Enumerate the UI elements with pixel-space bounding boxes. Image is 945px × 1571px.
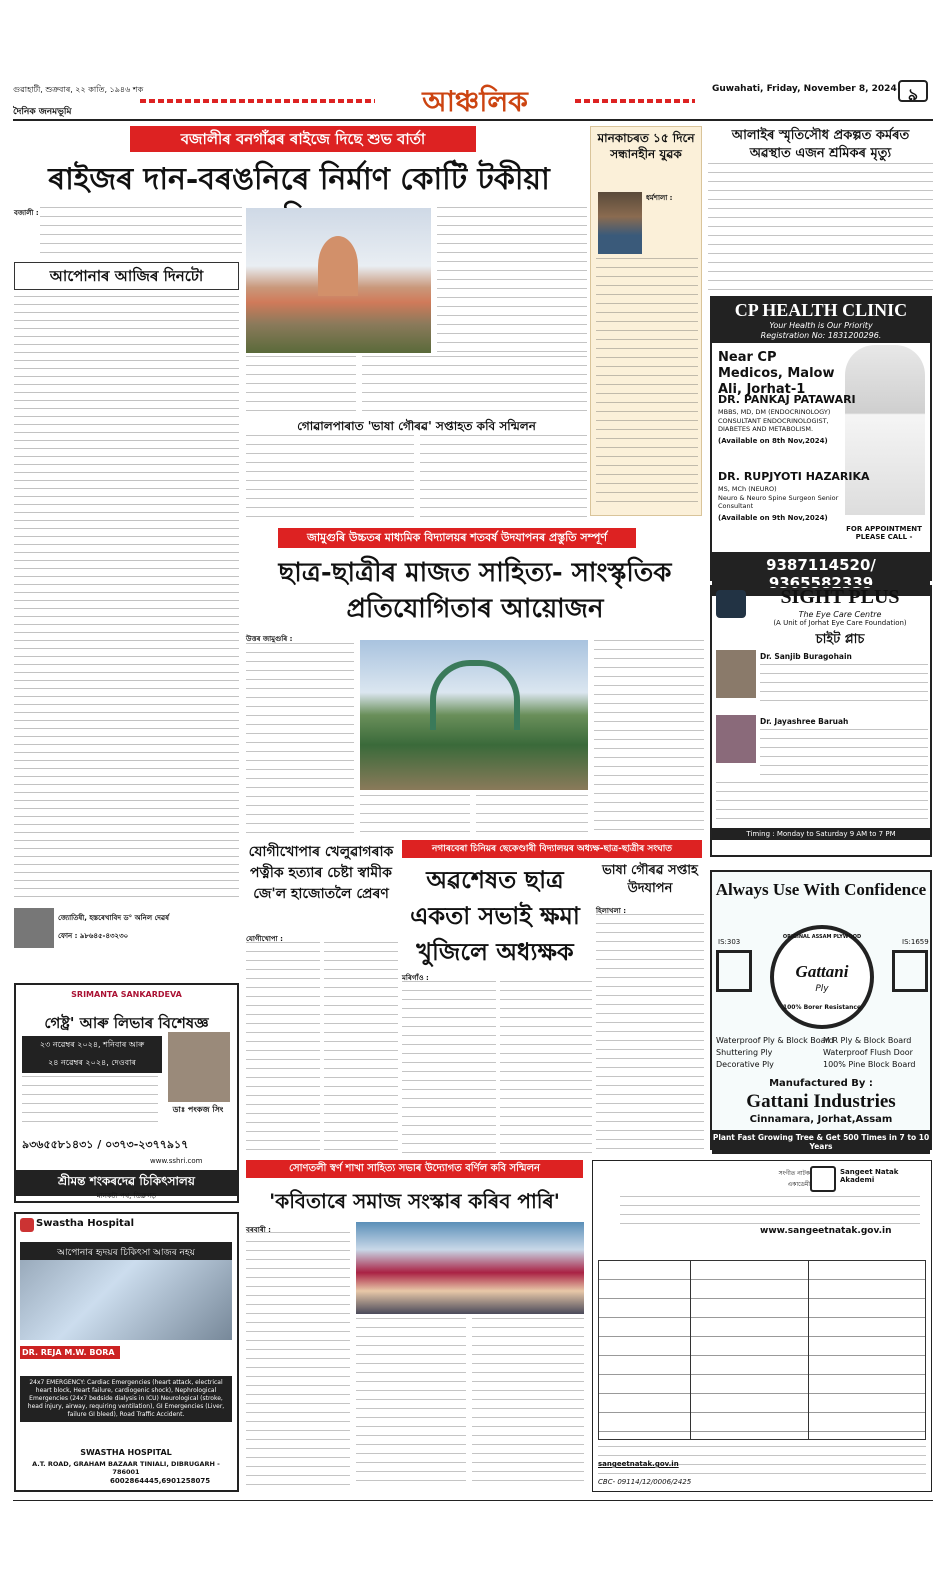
- school-headline-1: ছাত্ৰ-ছাত্ৰীৰ মাজত সাহিত্য- সাংস্কৃতিক: [278, 558, 672, 588]
- jail-body-2: [324, 942, 398, 1154]
- bhasha-dateline: হিলাখলা :: [596, 907, 627, 915]
- school-body-3: [476, 795, 588, 835]
- cp-doc2-date: (Available on 9th Nov,2024): [718, 514, 828, 522]
- header-rule: [13, 119, 933, 121]
- sightplus-services: [716, 782, 928, 824]
- bhasha-body: [596, 914, 704, 1154]
- lead-caption-body-2: [420, 435, 587, 525]
- sankardeva-footer: শ্ৰীমন্ত শংকৰদেৱ চিকিৎসালয়: [14, 1170, 239, 1196]
- gattani-left-1: Waterproof Ply & Block Board: [716, 1036, 834, 1045]
- lead-dateline: বজালী :: [14, 209, 39, 217]
- cp-doc1-name: DR. PANKAJ PATAWARI: [718, 393, 856, 406]
- school-headline-2: প্ৰতিযোগিতাৰ আয়োজন: [346, 594, 604, 624]
- sightplus-doc1-photo: [716, 650, 756, 698]
- school-dateline: উত্তৰ জামুগুৰি :: [246, 635, 293, 643]
- nagarbera-kicker: নগাৰবেৰা চিনিয়ৰ ছেকেণ্ডাৰী বিদ্যালয়ৰ অধ্যক্ষ-ছাত্ৰ-ছাত্ৰীৰ সংঘাত: [402, 840, 702, 858]
- sankardeva-details: [22, 1076, 158, 1128]
- gattani-is2: IS:1659: [902, 938, 929, 946]
- jail-dateline: যোগীখোপা :: [246, 935, 283, 943]
- lead-caption: গোৱালপাৰাত 'ভাষা গৌৰৱ' সপ্তাহত কবি সন্মিলন: [297, 419, 536, 433]
- missing-body: [596, 258, 698, 510]
- gattani-company: Gattani Industries: [746, 1091, 896, 1112]
- masthead-deco-left: [140, 99, 375, 103]
- swastha-doctor: DR. REJA M.W. BORA: [20, 1346, 120, 1359]
- lead-temple-photo: [246, 208, 431, 353]
- gattani-left-2: Shuttering Ply: [716, 1048, 773, 1057]
- sightplus-sub2: (A Unit of Jorhat Eye Care Foundation): [773, 619, 907, 627]
- jail-body-1: [246, 942, 320, 1154]
- sightplus-bengali: চাইট প্লাচ: [815, 632, 865, 647]
- cp-phones: 9387114520/ 9365582339: [712, 552, 930, 596]
- jail-headline: যোগীখোপাৰ খেলুৱাগৰাক পত্নীক হত্যাৰ চেষ্টা স্বামীক জে'ল হাজোতলৈ প্ৰেৰণ: [248, 844, 394, 902]
- lead-body-left: [40, 207, 242, 257]
- school-body-2: [360, 795, 470, 835]
- nagarbera-dateline: মৰিগাঁও :: [402, 974, 429, 982]
- poetry-body-1: [246, 1232, 350, 1487]
- sangeet-footer-url: sangeetnatak.gov.in: [598, 1460, 679, 1468]
- astrologer-name: জ্যোতিষী, হস্তৰেখাবিদ ড° অনিল দেৱৰ্ষ: [58, 914, 169, 922]
- school-gate-arch-icon: [430, 660, 520, 730]
- lead-headline: ৰাইজৰ দান-বৰঙনিৰে নিৰ্মাণ কোটি টকীয়া: [48, 162, 550, 197]
- gattani-right-3: 100% Pine Block Board: [823, 1060, 916, 1069]
- sangeet-table-col2: [808, 1260, 809, 1440]
- cp-clinic-tagline1: Your Health is Our Priority: [769, 321, 873, 330]
- header-left-date: গুৱাহাটী, শুক্ৰবাৰ, ২২ কাতি, ১৯৪৬ শক: [13, 85, 144, 94]
- missing-photo: [598, 192, 642, 254]
- sightplus-sub: The Eye Care Centre: [798, 610, 882, 619]
- sightplus-doc2-details: [760, 729, 928, 777]
- masthead-logo: আঞ্চলিক: [422, 85, 528, 118]
- cp-doctor-illustration: [845, 345, 925, 515]
- gattani-brand: Gattani: [795, 962, 849, 981]
- poetry-dateline: বৰবাৰী :: [246, 1226, 271, 1234]
- swastha-footer: SWASTHA HOSPITAL: [80, 1448, 172, 1457]
- memorial-title: আলাইৰ স্মৃতিসৌধ প্ৰকল্পত কৰ্মৰত: [731, 128, 910, 143]
- isi-mark-left-icon: [716, 950, 752, 992]
- page-number: ৯: [898, 80, 928, 102]
- sangeet-header-lines: [620, 1196, 920, 1224]
- poetry-body-3: [472, 1318, 584, 1488]
- school-body-4: [594, 640, 704, 835]
- sightplus-name: SIGHT PLUS: [780, 586, 900, 608]
- memorial-body: [708, 163, 933, 290]
- swastha-banner: আপোনাৰ হৃদয়ৰ চিকিৎসা আজৰ নহয়: [20, 1242, 232, 1263]
- sangeet-org: Sangeet Natak Akademi: [840, 1168, 899, 1184]
- isi-mark-right-icon: [892, 950, 928, 992]
- lead-caption-body-1: [246, 435, 414, 525]
- sankardeva-doctor-photo: [168, 1032, 230, 1102]
- sangeet-org-as: সংগীত নাটক একাডেমী: [778, 1170, 810, 1188]
- sightplus-timing: Timing : Monday to Saturday 9 AM to 7 PM: [712, 828, 930, 840]
- sankardeva-phones: ৯৩৬৫৫৮১৪৩১ / ০৩৭৩-২৩৭৭৯১৭: [22, 1138, 189, 1151]
- sankardeva-title: গেষ্ট্ৰ' আৰু লিভাৰ বিশেষজ্ঞ: [44, 1014, 209, 1032]
- sankardeva-date2: ২৪ নৱেম্বৰ ২০২৪, দেওবাৰ: [22, 1054, 162, 1073]
- sightplus-doc2: Dr. Jayashree Baruah: [760, 717, 849, 726]
- swastha-address: A.T. ROAD, GRAHAM BAZAAR TINIALI, DIBRUGARH - 786001: [32, 1460, 220, 1476]
- swastha-emergency: 24x7 EMERGENCY: Cardiac Emergencies (heart attack, electrical heart block, Heart failure, cardiogenic shock), Nephrological Emergencies (24x7 bedside dialysis in ICU) Neurological (stroke, head injury, airway, requiring ventilation), GI Emergencies (Liver, failure GI bleed), Road Traffic Accident.: [20, 1376, 232, 1422]
- lead-body-bottom-2: [362, 356, 587, 416]
- school-gate-photo: [360, 640, 588, 790]
- poetry-kicker: সোণতলী স্বৰ্ণ শাখা সাহিত্য সভাৰ উদ্যোগত বৰ্ণিল কবি সন্মিলন: [246, 1160, 583, 1178]
- cp-clinic-tagline2: Registration No: 1831200296.: [760, 331, 882, 340]
- gattani-tagline: Always Use With Confidence: [715, 880, 927, 899]
- gattani-ply: Ply: [815, 984, 829, 994]
- poetry-body-2: [356, 1318, 466, 1488]
- lead-body-right: [437, 207, 587, 353]
- header-left-brand: দৈনিক জনমভূমি: [13, 107, 72, 117]
- memorial-subtitle: অৱস্থাত এজন শ্ৰমিকৰ মৃত্যু: [749, 146, 892, 161]
- poetry-photo: [356, 1222, 584, 1314]
- footer-rule: [13, 1500, 933, 1501]
- sightplus-doc1-details: [760, 664, 928, 706]
- cp-appointment: FOR APPOINTMENT PLEASE CALL -: [846, 525, 922, 541]
- sangeet-table-col1: [690, 1260, 691, 1440]
- gattani-mfg: Manufactured By :: [769, 1078, 873, 1089]
- swastha-name: Swastha Hospital: [36, 1218, 135, 1229]
- gattani-ring: ORIGINAL ASSAM PLYWOOD: [782, 934, 862, 940]
- masthead-deco-right: [575, 99, 695, 103]
- sightplus-doc2-photo: [716, 715, 756, 763]
- school-kicker: জামুগুৰি উচ্চতৰ মাধ্যমিক বিদ্যালয়ৰ শতবৰ্ষ উদযাপনৰ প্ৰস্তুতি সম্পূৰ্ণ: [278, 528, 636, 548]
- sankardeva-website: www.sshri.com: [150, 1157, 203, 1165]
- swastha-phones: 6002864445,6901258075: [110, 1477, 211, 1485]
- gattani-right-2: Waterproof Flush Door: [823, 1048, 913, 1057]
- cp-clinic-address: Near CP Medicos, Malow Ali, Jorhat-1: [718, 350, 835, 397]
- lead-body-bottom-1: [246, 356, 356, 416]
- astrologer-phone: ফোন : ৯৮৬৪৫-৪৩২৩০: [58, 932, 129, 940]
- gattani-is1: IS:303: [718, 938, 741, 946]
- school-body-1: [246, 643, 354, 835]
- missing-title: মানকাচৰত ১৫ দিনে সন্ধানহীন যুৱক: [597, 131, 695, 161]
- temple-dome-icon: [318, 236, 358, 296]
- astrologer-photo: [14, 908, 54, 948]
- sangeet-table: [598, 1260, 926, 1440]
- sightplus-doc1: Dr. Sanjib Buragohain: [760, 652, 852, 661]
- bhasha-headline: ভাষা গৌৰৱ সপ্তাহ উদযাপন: [602, 863, 698, 896]
- horoscope-body: [14, 296, 239, 901]
- gattani-bottom: Plant Fast Growing Tree & Get 500 Times in 7 to 10 Years: [712, 1130, 930, 1154]
- nagarbera-headline: অৱশেষত ছাত্ৰ একতা সভাই ক্ষমা খুজিলে অধ্যক্ষক: [410, 865, 580, 966]
- sightplus-logo-icon: [716, 590, 746, 618]
- swastha-cathlab-photo: [20, 1260, 232, 1340]
- cp-doc2-deg: MS, MCh (NEURO): [718, 485, 777, 493]
- gattani-right-1: M R Ply & Block Board: [823, 1036, 912, 1045]
- sankardeva-date1: ২৩ নৱেম্বৰ ২০২৪, শনিবাৰ আৰু: [22, 1036, 162, 1055]
- gattani-address: Cinnamara, Jorhat,Assam: [749, 1114, 893, 1125]
- swastha-logo-icon: [20, 1218, 34, 1232]
- gattani-seal-text: 100% Borer Resistance: [782, 1004, 862, 1011]
- nagarbera-body-1: [402, 981, 496, 1153]
- sankardeva-doctor: ডাঃ পংকজ সিং: [172, 1105, 224, 1114]
- cp-doc2-role: Neuro & Neuro Spine Surgeon Senior Consultant: [718, 494, 839, 510]
- sangeet-logo-icon: [810, 1166, 836, 1192]
- cp-doc1-deg: MBBS, MD, DM (ENDOCRINOLOGY): [718, 408, 831, 416]
- sankardeva-brand: SRIMANTA SANKARDEVA: [71, 990, 182, 999]
- sangeet-website: www.sangeetnatak.gov.in: [760, 1226, 892, 1236]
- nagarbera-body-2: [500, 981, 592, 1153]
- header-right-date: Guwahati, Friday, November 8, 2024: [712, 84, 897, 94]
- sankardeva-footer-addr: মানকটা পথ, ডিব্ৰুগড়: [96, 1192, 157, 1200]
- gattani-left-3: Decorative Ply: [716, 1060, 774, 1069]
- cp-doc2-name: DR. RUPJYOTI HAZARIKA: [718, 470, 870, 483]
- cp-clinic-name: CP HEALTH CLINIC: [734, 300, 908, 320]
- missing-dateline: ধৰ্মশালা :: [646, 194, 673, 202]
- cp-doc1-role: CONSULTANT ENDOCRINOLOGIST, DIABETES AND METABOLISM.: [718, 417, 829, 433]
- lead-kicker: বজালীৰ বনগাঁৱৰ ৰাইজে দিছে শুভ বাৰ্তা: [130, 126, 476, 152]
- poetry-headline: 'কবিতাৰে সমাজ সংস্কাৰ কৰিব পাৰি': [269, 1189, 560, 1213]
- horoscope-title: আপোনাৰ আজিৰ দিনটো: [49, 267, 204, 285]
- cp-doc1-date: (Available on 8th Nov,2024): [718, 437, 828, 445]
- sangeet-code: CBC- 09114/12/0006/2425: [598, 1478, 692, 1486]
